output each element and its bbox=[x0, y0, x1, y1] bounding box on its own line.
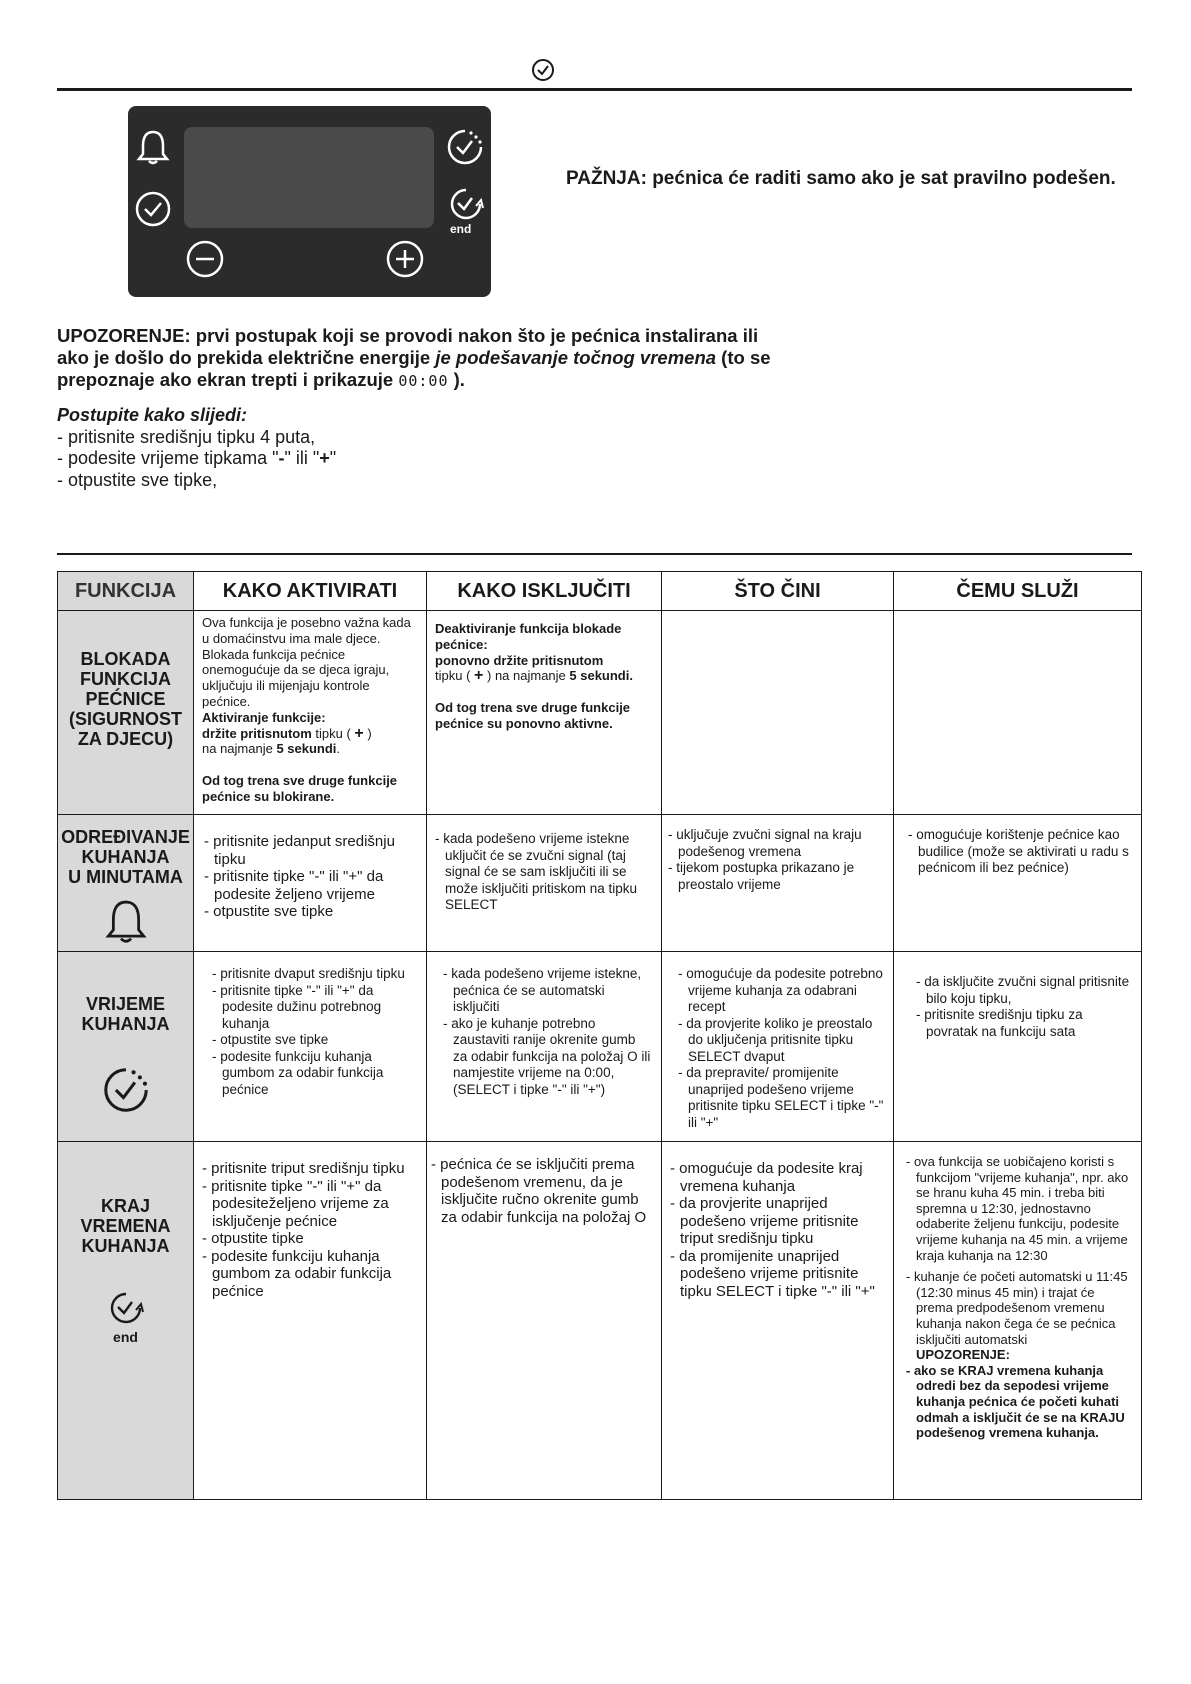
bell-icon[interactable] bbox=[136, 128, 170, 166]
function-name: PEĆNICE bbox=[85, 689, 166, 709]
cell-text bbox=[202, 741, 418, 757]
header-activate: KAKO AKTIVIRATI bbox=[194, 572, 427, 611]
list-item: - ova funkcija se uobičajeno koristi s funkcijom "vrijeme kuhanja", npr. ako se hranu kuha 45 min. i treba biti spremna u 12:30, jednostavno odaberite željenu funkciju, podesite vrijeme kuhanja na 45 min. a vrijeme kraja kuhanja na 12:30 bbox=[906, 1154, 1133, 1263]
header-function: FUNKCIJA bbox=[58, 572, 194, 611]
list-item: - da isključite zvučni signal pritisnite bilo koju tipku, bbox=[916, 974, 1131, 1007]
list-item: - otpustite sve tipke bbox=[212, 1032, 418, 1049]
activate-cell bbox=[194, 815, 427, 952]
list-item: - da provjerite unaprijed podešeno vrijeme pritisnite triput središnju tipku bbox=[670, 1195, 887, 1248]
cell-text: UPOZORENJE: bbox=[916, 1347, 1010, 1363]
list-item: - pritisnite jedanput središnju tipku bbox=[204, 833, 420, 868]
warning-text bbox=[57, 325, 817, 392]
list-item: - pritisnite triput središnju tipku bbox=[202, 1160, 420, 1178]
procedure-step-text: otpustite sve tipke, bbox=[68, 469, 218, 490]
function-name: KUHANJA bbox=[81, 1014, 170, 1034]
list-item: - pritisnite dvaput središnju tipku bbox=[212, 966, 418, 983]
cell-text-part: . bbox=[336, 741, 341, 757]
end-time-icon bbox=[101, 1290, 151, 1330]
warning-text-part: (to se bbox=[716, 347, 771, 368]
function-name: (SIGURNOST bbox=[68, 709, 182, 729]
cell-text: Deaktiviranje funkcija blokade pećnice: bbox=[435, 621, 622, 652]
list-item: - pritisnite središnju tipku za povratak na funkciju sata bbox=[916, 1007, 1131, 1040]
list-item: - omogućuje korištenje pećnice kao budilice (može se aktivirati u radu s pećnicom ili bez pećnice) bbox=[908, 827, 1131, 877]
table-header-row bbox=[58, 572, 1142, 611]
end-label: end bbox=[113, 1329, 138, 1345]
function-cell bbox=[58, 611, 194, 815]
purpose-cell bbox=[894, 815, 1142, 952]
purpose-cell bbox=[894, 952, 1142, 1142]
procedure bbox=[57, 405, 336, 491]
list-item: - da provjerite koliko je preostalo do uključenja pritisnite tipku SELECT dvaput bbox=[678, 1016, 891, 1066]
deactivate-cell bbox=[427, 611, 662, 815]
table-row bbox=[58, 1142, 1142, 1500]
plus-button[interactable] bbox=[385, 239, 425, 279]
function-name: ODREĐIVANJE bbox=[61, 827, 190, 847]
procedure-step-text: " bbox=[329, 448, 337, 468]
minus-symbol: - bbox=[278, 448, 285, 468]
list-item: - da prepravite/ promijenite unaprijed podešeno vrijeme pritisnite tipku SELECT i tipke "-" ili "+" bbox=[678, 1065, 891, 1131]
list-item: - uključuje zvučni signal na kraju podešenog vremena bbox=[668, 827, 887, 860]
warning-line bbox=[57, 369, 817, 392]
procedure-step-text: pritisnite središnju tipku 4 puta, bbox=[68, 426, 316, 447]
table-row bbox=[58, 611, 1142, 815]
does-cell bbox=[662, 815, 894, 952]
cell-text: Od tog trena sve druge funkcije pećnice su blokirane. bbox=[202, 773, 398, 804]
display-readout: 00:00 bbox=[398, 372, 449, 390]
cell-text bbox=[202, 726, 418, 742]
warning-text-part: ). bbox=[448, 369, 465, 390]
list-item: - ako se KRAJ vremena kuhanja odredi bez da sepodesi vrijeme kuhanja pećnica će početi kuhati odmah a isključit će se na KRAJU podešenog vremena kuhanja. bbox=[906, 1363, 1133, 1441]
activate-cell bbox=[194, 1142, 427, 1500]
list-item: - pritisnite tipke "-" ili "+" da podesite željeno vrijeme bbox=[204, 868, 420, 903]
table-row bbox=[58, 952, 1142, 1142]
function-name: KUHANJA bbox=[81, 1236, 170, 1256]
warning-text-part: prepoznaje ako ekran trepti i prikazuje bbox=[57, 369, 399, 390]
list-item: - otpustite tipke bbox=[202, 1230, 420, 1248]
header-does: ŠTO ČINI bbox=[662, 572, 894, 611]
purpose-cell bbox=[894, 611, 1142, 815]
plus-symbol: + bbox=[354, 724, 364, 742]
cell-text-bold: 5 sekundi bbox=[276, 741, 337, 757]
bell-icon bbox=[104, 897, 148, 945]
cell-text-bold: držite pritisnutom bbox=[202, 725, 312, 741]
list-item: - omogućuje da podesite kraj vremena kuhanja bbox=[670, 1160, 887, 1195]
table-row bbox=[58, 815, 1142, 952]
procedure-step: - otpustite sve tipke, bbox=[57, 469, 218, 490]
function-name: VREMENA bbox=[80, 1216, 171, 1236]
does-cell bbox=[662, 1142, 894, 1500]
list-item: - pritisnite tipke "-" ili "+" da podesiteželjeno vrijeme za isključenje pećnice bbox=[202, 1178, 420, 1231]
function-name: VRIJEME bbox=[85, 994, 166, 1014]
list-item: - kada podešeno vrijeme istekne, pećnica će se automatski isključiti bbox=[443, 966, 653, 1016]
function-name: ZA DJECU) bbox=[77, 729, 174, 749]
cooking-time-icon[interactable] bbox=[446, 128, 484, 166]
cell-text-part: tipku ( bbox=[311, 725, 351, 741]
activate-cell bbox=[194, 952, 427, 1142]
does-cell bbox=[662, 952, 894, 1142]
deactivate-cell bbox=[427, 952, 662, 1142]
cell-text-part: na najmanje bbox=[202, 741, 277, 757]
function-name: FUNKCIJA bbox=[79, 669, 171, 689]
panel-display bbox=[184, 127, 434, 228]
clock-check-icon[interactable] bbox=[134, 190, 172, 228]
procedure-heading: Postupite kako slijedi: bbox=[57, 405, 248, 425]
deactivate-cell bbox=[427, 1142, 662, 1500]
function-cell bbox=[58, 815, 194, 952]
header-deactivate: KAKO ISKLJUČITI bbox=[427, 572, 662, 611]
attention-note: PAŽNJA: pećnica će raditi samo ako je sat pravilno podešen. bbox=[566, 168, 1116, 189]
end-label: end bbox=[450, 222, 472, 236]
warning-text-part: ako je došlo do prekida električne energije bbox=[57, 347, 436, 368]
function-name: KUHANJA bbox=[81, 847, 170, 867]
top-divider bbox=[57, 88, 1132, 91]
warning-emphasis: je podešavanje točnog vremena bbox=[435, 347, 717, 368]
procedure-step: - podesite vrijeme tipkama "-" ili "+" bbox=[57, 448, 337, 468]
cell-text: Aktiviranje funkcije: bbox=[202, 709, 326, 725]
plus-symbol: + bbox=[474, 667, 484, 685]
warning-line bbox=[57, 347, 817, 369]
cell-text-bold: 5 sekundi. bbox=[569, 668, 633, 684]
list-item: - kuhanje će početi automatski u 11:45 (12:30 minus 45 min) i trajat će prema predpodešenom vremenu kuhanja nakon čega će se pećnica isključiti automatski bbox=[906, 1269, 1133, 1347]
cell-text-part: ) na najmanje bbox=[487, 668, 570, 684]
procedure-step-text: podesite vrijeme tipkama " bbox=[68, 448, 279, 468]
list-item: - pritisnite tipke "-" ili "+" da podesite dužinu potrebnog kuhanja bbox=[212, 983, 418, 1033]
list-item: - ako je kuhanje potrebno zaustaviti ranije okrenite gumb za odabir funkcija na položaj O ili namjestite vrijeme na 0:00, (SELECT i tipke "-" ili "+") bbox=[443, 1016, 653, 1099]
cooking-time-icon bbox=[102, 1066, 150, 1114]
list-item: - podesite funkciju kuhanja gumbom za odabir funkcija pećnice bbox=[202, 1248, 420, 1301]
function-table bbox=[57, 571, 1142, 1500]
header-purpose: ČEMU SLUŽI bbox=[894, 572, 1142, 611]
function-name: U MINUTAMA bbox=[68, 867, 183, 887]
procedure-step: - pritisnite središnju tipku 4 puta, bbox=[57, 426, 316, 447]
does-cell bbox=[662, 611, 894, 815]
cell-text: ponovno držite pritisnutom bbox=[435, 652, 604, 668]
function-cell bbox=[58, 952, 194, 1142]
cell-text-part: tipku ( bbox=[435, 668, 471, 684]
plus-symbol: + bbox=[319, 448, 330, 468]
cell-text: Ova funkcija je posebno važna kada u domaćinstvu ima male djece. Blokada funkcija pećnice onemogućuje da se djeca igraju, uključuju ili mijenjaju kontrole pećnice. bbox=[202, 615, 411, 709]
control-panel bbox=[128, 106, 491, 297]
clock-check-icon bbox=[531, 58, 555, 82]
deactivate-cell bbox=[427, 815, 662, 952]
cell-text bbox=[435, 668, 653, 684]
end-time-icon[interactable] bbox=[446, 186, 486, 226]
activate-cell bbox=[194, 611, 427, 815]
function-name: BLOKADA bbox=[80, 649, 171, 669]
list-item: - da promijenite unaprijed podešeno vrijeme pritisnite tipku SELECT i tipke "-" ili "+" bbox=[670, 1248, 887, 1301]
warning-line: UPOZORENJE: prvi postupak koji se provodi nakon što je pećnica instalirana ili bbox=[57, 325, 759, 346]
function-cell bbox=[58, 1142, 194, 1500]
list-item: - omogućuje da podesite potrebno vrijeme kuhanja za odabrani recept bbox=[678, 966, 891, 1016]
list-item: - kada podešeno vrijeme istekne uključit će se zvučni signal (taj signal će se sam isključiti ili se može isključiti pritiskom na tipku SELECT bbox=[435, 831, 653, 914]
procedure-step-text: " ili " bbox=[284, 448, 320, 468]
list-item: - podesite funkciju kuhanja gumbom za odabir funkcija pećnice bbox=[212, 1049, 418, 1099]
cell-text: Od tog trena sve druge funkcije pećnice su ponovno aktivne. bbox=[435, 700, 631, 731]
list-item: - otpustite sve tipke bbox=[204, 903, 420, 921]
list-item: - tijekom postupka prikazano je preostalo vrijeme bbox=[668, 860, 887, 893]
purpose-cell bbox=[894, 1142, 1142, 1500]
minus-button[interactable] bbox=[185, 239, 225, 279]
cell-text-part: ) bbox=[367, 725, 372, 741]
section-divider bbox=[57, 553, 1132, 555]
list-item: - pećnica će se isključiti prema podešenom vremenu, da je isključite ručno okrenite gumb za odabir funkcija na položaj O bbox=[431, 1156, 657, 1226]
function-name: KRAJ bbox=[100, 1196, 150, 1216]
